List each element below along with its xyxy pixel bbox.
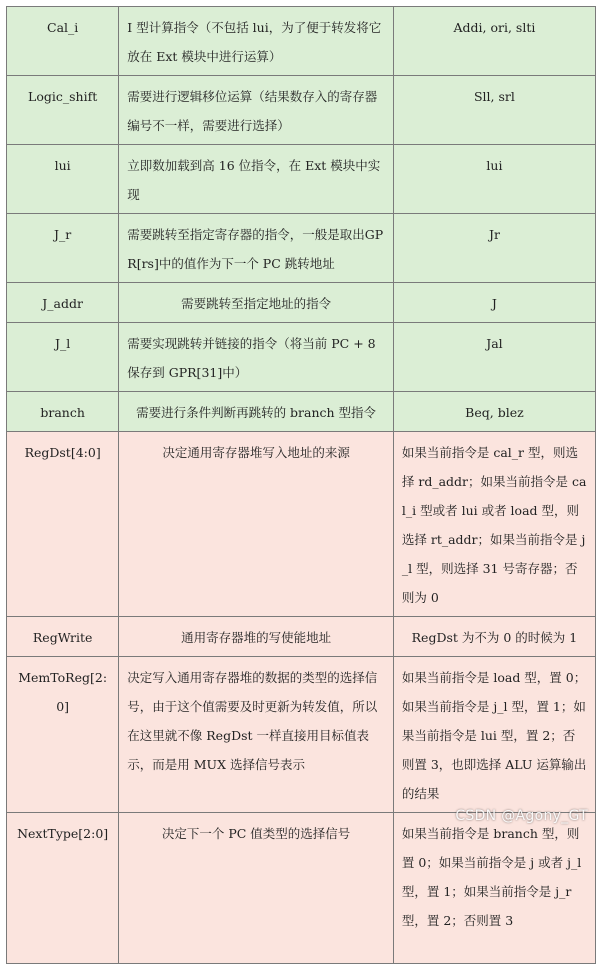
table-row xyxy=(7,657,596,813)
table-row xyxy=(7,432,596,617)
row-name: J_addr xyxy=(7,283,119,323)
row-value: lui xyxy=(393,145,595,214)
row-name: RegWrite xyxy=(7,617,119,657)
row-name: J_l xyxy=(7,323,119,392)
row-name: J_r xyxy=(7,214,119,283)
table-row xyxy=(7,617,596,657)
row-value: RegDst 为不为 0 的时候为 1 xyxy=(393,617,595,657)
row-description: 需要进行条件判断再跳转的 branch 型指令 xyxy=(119,392,394,432)
table-row xyxy=(7,323,596,392)
row-name: MemToReg[2:0] xyxy=(7,657,119,813)
table-row xyxy=(7,145,596,214)
row-description: 需要进行逻辑移位运算（结果数存入的寄存器编号不一样，需要进行选择） xyxy=(119,76,394,145)
row-value: Jal xyxy=(393,323,595,392)
row-value: Addi, ori, slti xyxy=(393,7,595,76)
row-description: I 型计算指令（不包括 lui，为了便于转发将它放在 Ext 模块中进行运算） xyxy=(119,7,394,76)
row-name: Cal_i xyxy=(7,7,119,76)
row-name: NextType[2:0] xyxy=(7,813,119,964)
row-value: Beq, blez xyxy=(393,392,595,432)
table-row xyxy=(7,214,596,283)
table-row xyxy=(7,7,596,76)
row-name: lui xyxy=(7,145,119,214)
row-description: 需要跳转至指定寄存器的指令，一般是取出GPR[rs]中的值作为下一个 PC 跳转地址 xyxy=(119,214,394,283)
row-description: 决定写入通用寄存器堆的数据的类型的选择信号，由于这个值需要及时更新为转发值，所以在这里就不像 RegDst 一样直接用目标值表示，而是用 MUX 选择信号表示 xyxy=(119,657,394,813)
table-row xyxy=(7,76,596,145)
row-value: 如果当前指令是 cal_r 型，则选择 rd_addr；如果当前指令是 cal_i 型或者 lui 或者 load 型，则选择 rt_addr；如果当前指令是 j_l 型，则选择 31 号寄存器；否则为 0 xyxy=(393,432,595,617)
csdn-watermark: CSDN @Agony_GT xyxy=(455,808,588,824)
row-description: 立即数加载到高 16 位指令，在 Ext 模块中实现 xyxy=(119,145,394,214)
row-description: 决定下一个 PC 值类型的选择信号 xyxy=(119,813,394,964)
row-value: Sll, srl xyxy=(393,76,595,145)
row-description: 需要实现跳转并链接的指令（将当前 PC + 8 保存到 GPR[31]中） xyxy=(119,323,394,392)
row-value: Jr xyxy=(393,214,595,283)
row-value: 如果当前指令是 branch 型，则置 0；如果当前指令是 j 或者 j_l 型，置 1；如果当前指令是 j_r 型，置 2；否则置 3 xyxy=(393,813,595,964)
row-name: Logic_shift xyxy=(7,76,119,145)
table-row xyxy=(7,392,596,432)
row-description: 需要跳转至指定地址的指令 xyxy=(119,283,394,323)
row-value: J xyxy=(393,283,595,323)
table-row xyxy=(7,813,596,964)
row-description: 通用寄存器堆的写使能地址 xyxy=(119,617,394,657)
signal-table-container xyxy=(6,6,596,928)
table-row xyxy=(7,283,596,323)
row-value: 如果当前指令是 load 型，置 0；如果当前指令是 j_l 型，置 1；如果当前指令是 lui 型，置 2；否则置 3，也即选择 ALU 运算输出的结果 xyxy=(393,657,595,813)
row-description: 决定通用寄存器堆写入地址的来源 xyxy=(119,432,394,617)
row-name: branch xyxy=(7,392,119,432)
row-name: RegDst[4:0] xyxy=(7,432,119,617)
